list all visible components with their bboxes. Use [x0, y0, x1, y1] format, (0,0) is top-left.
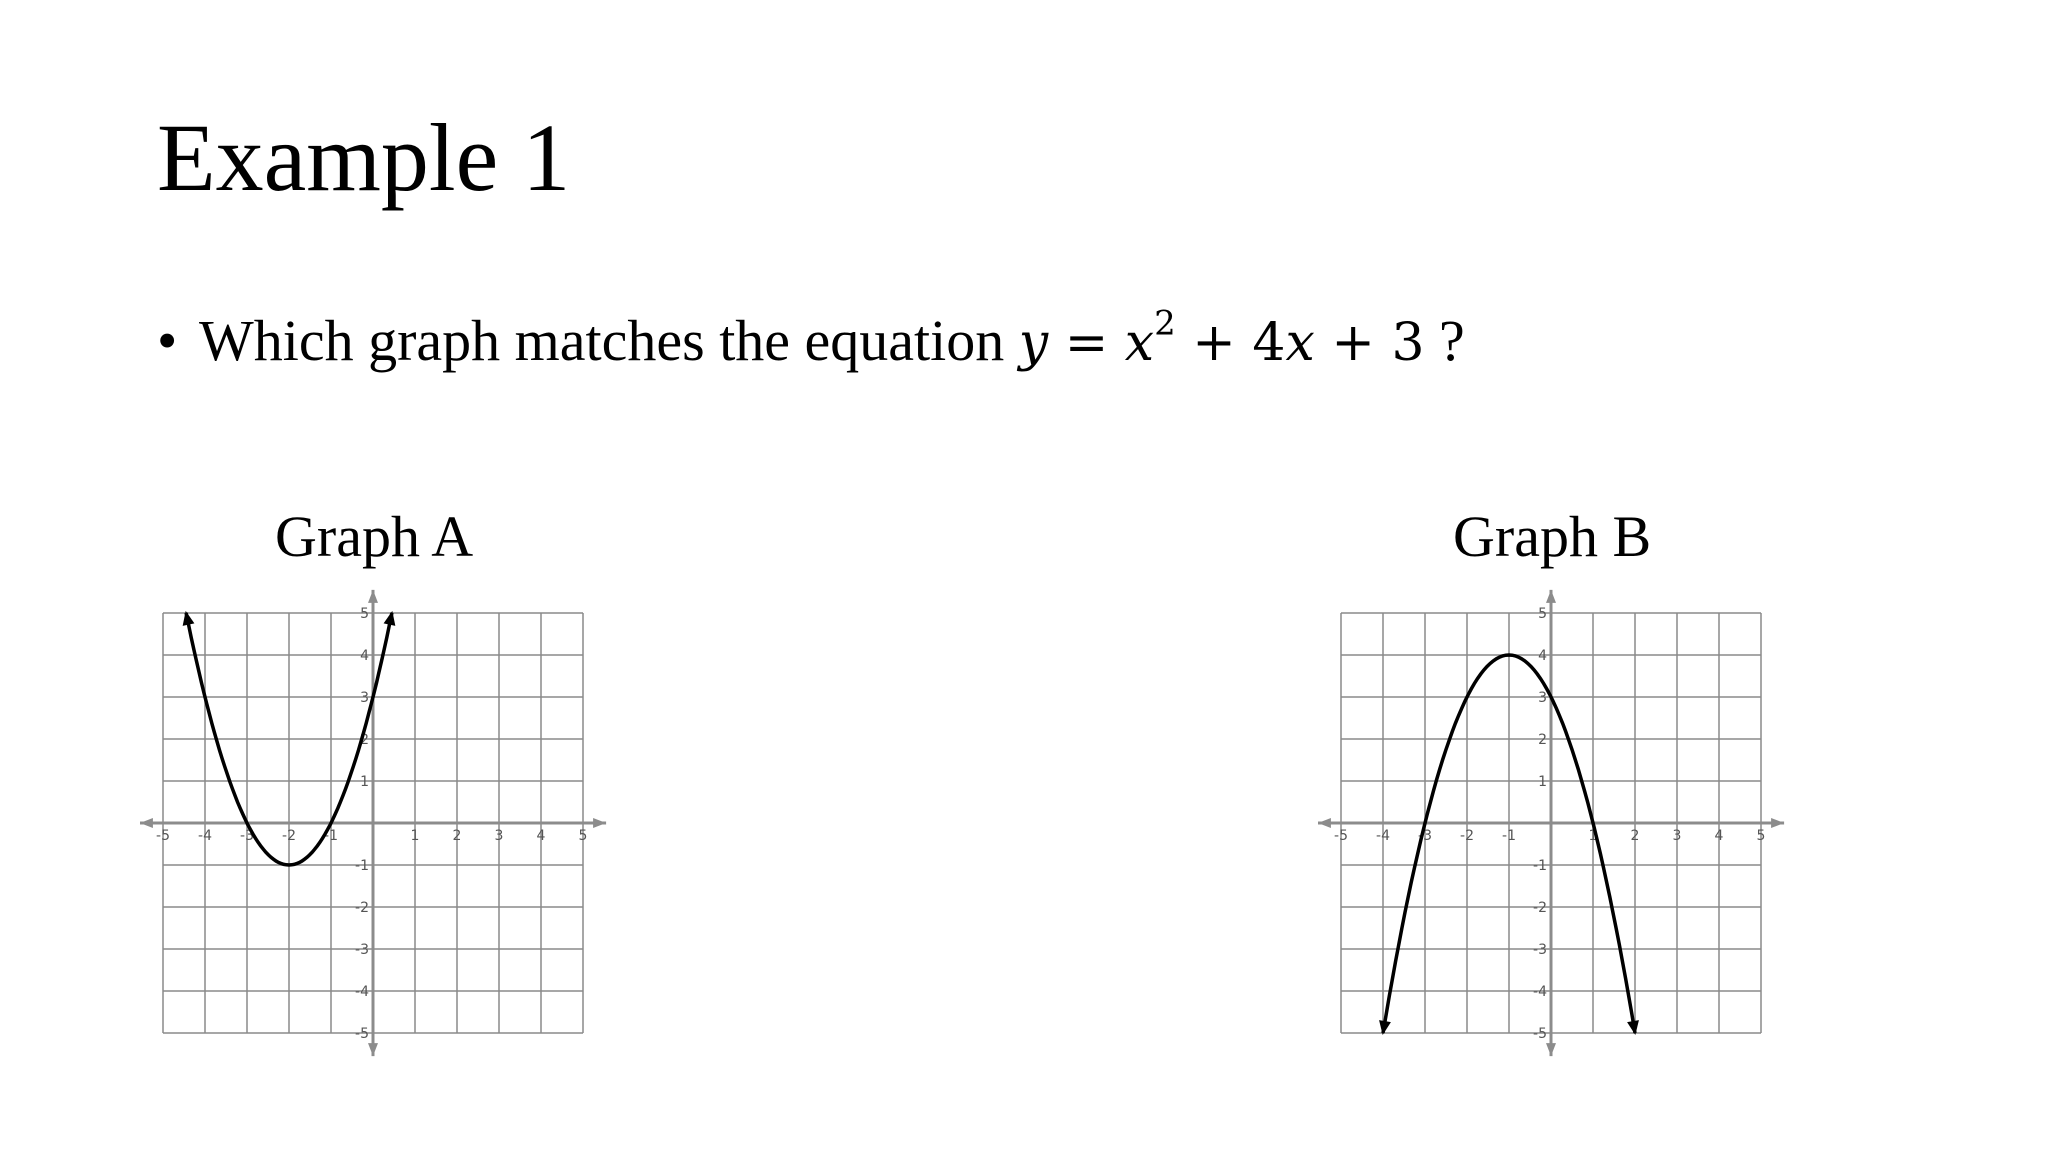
graph-b-y-tick-label: 3 — [1538, 690, 1547, 706]
graph-b-x-tick-label: 1 — [1588, 828, 1598, 844]
graph-a-x-tick-label: -1 — [324, 828, 338, 844]
graph-a-plot — [140, 585, 640, 1085]
bullet-marker: • — [157, 308, 178, 373]
graph-b-y-tick-label: -2 — [1533, 900, 1547, 916]
graph-a-x-tick-label: -2 — [282, 828, 296, 844]
graph-a-x-tick-label: 5 — [578, 828, 588, 844]
equation — [1018, 303, 1425, 373]
graph-b-y-tick-label: -1 — [1533, 858, 1547, 874]
graph-b-x-tick-label: -5 — [1334, 828, 1348, 844]
graph-b-x-tick-label: -1 — [1502, 828, 1516, 844]
graph-b-x-tick-label: 2 — [1630, 828, 1640, 844]
question-mark: ? — [1439, 308, 1465, 373]
graph-b-x-axis-arrow-right — [1771, 818, 1784, 828]
graph-a-x-tick-label: 3 — [494, 828, 504, 844]
graph-b-y-axis-arrow-down — [1546, 1043, 1556, 1056]
graph-b-y-tick-label: 1 — [1538, 774, 1547, 790]
graph-b-y-tick-label: -5 — [1533, 1026, 1547, 1042]
question-text: Which graph matches the equation — [199, 308, 1005, 373]
graph-a-y-axis-arrow-down — [368, 1043, 378, 1056]
graph-a-x-axis-arrow-right — [593, 818, 606, 828]
equation-x: x — [1124, 313, 1155, 373]
graph-a-x-tick-label: 4 — [536, 828, 546, 844]
graph-a-x-axis-arrow-left — [140, 818, 153, 828]
graph-b-y-tick-label: -4 — [1533, 984, 1547, 1000]
graph-b-y-tick-label: 5 — [1538, 606, 1547, 622]
graph-b-x-tick-label: -2 — [1460, 828, 1474, 844]
graph-b-y-axis-arrow-up — [1546, 590, 1556, 603]
graph-b-x-tick-label: 5 — [1756, 828, 1766, 844]
graph-a-y-tick-label: -5 — [355, 1026, 369, 1042]
graph-b-y-tick-label: 4 — [1538, 648, 1547, 664]
equation-y: y — [1018, 313, 1049, 373]
graph-a-x-tick-label: -4 — [198, 828, 212, 844]
graph-b-y-tick-label: 2 — [1538, 732, 1547, 748]
graph-b-title: Graph B — [1453, 504, 1652, 569]
graph-b-plot — [1318, 585, 1818, 1085]
graph-a-y-tick-label: 4 — [360, 648, 369, 664]
graph-a-y-axis-arrow-up — [368, 590, 378, 603]
graph-b-x-tick-label: -3 — [1418, 828, 1432, 844]
graph-b-y-tick-label: -3 — [1533, 942, 1547, 958]
equation-linear-coef: + 4 — [1192, 313, 1286, 373]
graph-a-x-tick-label: 2 — [452, 828, 462, 844]
graph-a-y-tick-label: 2 — [360, 732, 369, 748]
graph-a-axes — [140, 590, 606, 1056]
graph-a-x-tick-label: -5 — [156, 828, 170, 844]
graph-a-x-tick-label: -3 — [240, 828, 254, 844]
graph-a-y-tick-label: 5 — [360, 606, 369, 622]
slide-title: Example 1 — [157, 104, 571, 211]
graph-a-y-tick-label: -2 — [355, 900, 369, 916]
graph-b-axes — [1318, 590, 1784, 1056]
graph-a-y-tick-label: 1 — [360, 774, 369, 790]
graph-b-x-tick-label: 4 — [1714, 828, 1724, 844]
graph-a-y-tick-label: -4 — [355, 984, 369, 1000]
graph-a-title: Graph A — [275, 504, 474, 569]
graph-b-x-tick-label: -4 — [1376, 828, 1390, 844]
equation-constant: + 3 — [1331, 313, 1425, 373]
graph-b-x-axis-arrow-left — [1318, 818, 1331, 828]
graph-a-y-tick-label: 3 — [360, 690, 369, 706]
question — [157, 303, 1465, 373]
graph-a-y-tick-label: -3 — [355, 942, 369, 958]
equation-x-linear: x — [1285, 313, 1315, 373]
graph-b-x-tick-label: 3 — [1672, 828, 1682, 844]
equation-exponent: 2 — [1154, 303, 1176, 344]
graph-a-y-tick-label: -1 — [355, 858, 369, 874]
graph-a-x-tick-label: 1 — [410, 828, 420, 844]
equation-equals: = — [1064, 313, 1109, 373]
